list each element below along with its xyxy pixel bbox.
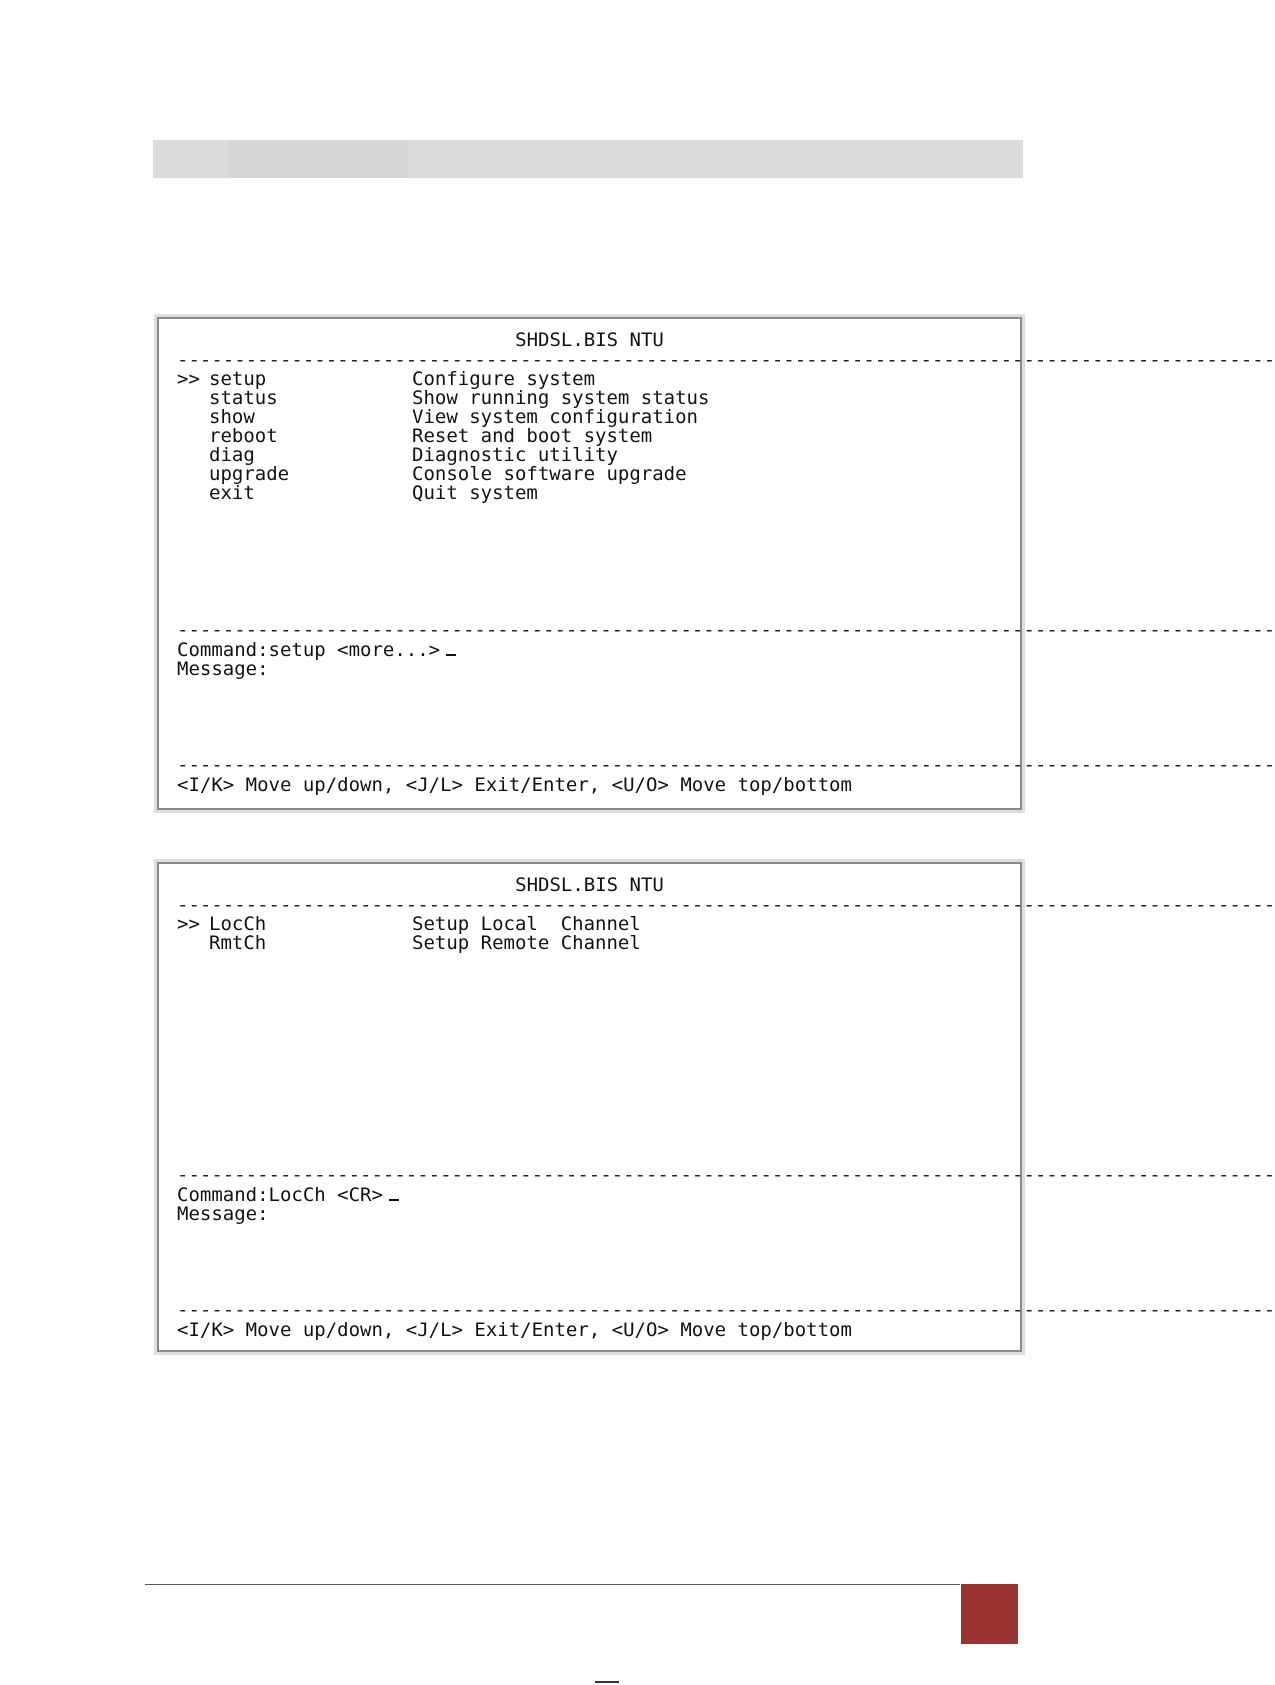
menu-item-cmd: RmtCh [209,932,267,954]
menu-item-rmtch[interactable] [177,934,641,953]
separator-line: ------------------------------------------------------------------------------------------------ [177,619,1275,641]
header-bar-right [408,140,1023,178]
selection-marker: >> [177,913,200,935]
menu-item-desc: Configure system [412,368,596,390]
separator-line: ------------------------------------------------------------------------------------------------ [177,1164,1275,1186]
menu-item-desc: Show running system status [412,387,710,409]
menu-item-cmd: diag [209,444,255,466]
menu-item-desc: Setup Local Channel [412,913,641,935]
menu-item-cmd: upgrade [209,463,290,485]
terminal-screen-setup-menu [157,862,1275,1352]
menu-item-cmd: LocCh [209,913,267,935]
menu-item-desc: Diagnostic utility [412,444,618,466]
terminal-title: SHDSL.BIS NTU [515,874,664,896]
separator-line: ------------------------------------------------------------------------------------------------ [177,754,1275,776]
command-text: Command:LocCh <CR> [177,1184,383,1206]
terminal-title: SHDSL.BIS NTU [515,329,664,351]
message-line: Message: [177,1203,269,1225]
menu-item-cmd: show [209,406,255,428]
page-number-block [961,1584,1018,1644]
menu-item-cmd: reboot [209,425,278,447]
menu-item-cmd: exit [209,482,255,504]
help-line: <I/K> Move up/down, <J/L> Exit/Enter, <U/O> Move top/bottom [177,1319,852,1341]
menu-item-desc: Setup Remote Channel [412,932,641,954]
cursor [446,642,456,656]
cursor [389,1187,399,1201]
command-text: Command:setup <more...> [177,639,441,661]
footer-rule [145,1584,960,1585]
menu-item-desc: Quit system [412,482,538,504]
header-bar-left [153,140,228,178]
menu-item-desc: Console software upgrade [412,463,687,485]
message-line: Message: [177,658,269,680]
separator-line: ------------------------------------------------------------------------------------------------ [177,349,1275,371]
terminal-screen-main-menu [157,317,1275,810]
menu-item-desc: View system configuration [412,406,698,428]
separator-line: ------------------------------------------------------------------------------------------------ [177,1299,1275,1321]
menu-item-cmd: setup [209,368,267,390]
header-bar-middle [228,140,408,178]
separator-line: ------------------------------------------------------------------------------------------------ [177,894,1275,916]
help-line: <I/K> Move up/down, <J/L> Exit/Enter, <U/O> Move top/bottom [177,774,852,796]
selection-marker: >> [177,368,200,390]
menu-item-cmd: status [209,387,278,409]
bottom-mark [595,1681,619,1683]
menu-item-exit[interactable] [177,484,538,503]
menu-item-desc: Reset and boot system [412,425,653,447]
